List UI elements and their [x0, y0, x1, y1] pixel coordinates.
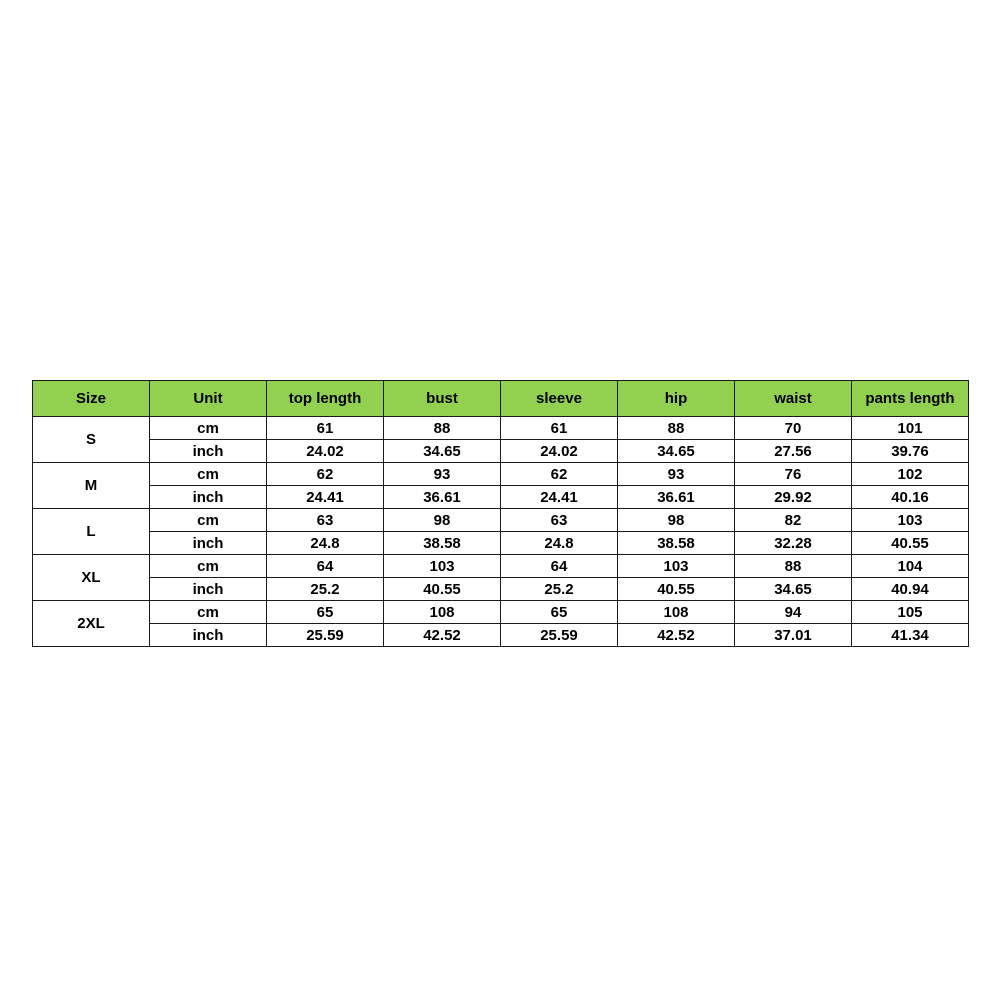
measurement-cell: 65 [267, 601, 384, 624]
header-pants-length: pants length [852, 381, 969, 417]
header-unit: Unit [150, 381, 267, 417]
measurement-cell: 37.01 [735, 624, 852, 647]
table-row [33, 440, 969, 463]
measurement-cell: 105 [852, 601, 969, 624]
measurement-cell: 24.8 [267, 532, 384, 555]
header-row [33, 381, 969, 417]
measurement-cell: 62 [501, 463, 618, 486]
table-row [33, 578, 969, 601]
measurement-cell: 25.59 [267, 624, 384, 647]
measurement-cell: 25.2 [501, 578, 618, 601]
measurement-cell: 102 [852, 463, 969, 486]
table-body [33, 417, 969, 647]
size-label-cell: M [33, 463, 150, 509]
measurement-cell: 40.55 [852, 532, 969, 555]
measurement-cell: 94 [735, 601, 852, 624]
measurement-cell: 101 [852, 417, 969, 440]
table-row [33, 463, 969, 486]
measurement-cell: 103 [852, 509, 969, 532]
unit-cell: cm [150, 509, 267, 532]
measurement-cell: 61 [267, 417, 384, 440]
measurement-cell: 61 [501, 417, 618, 440]
measurement-cell: 40.55 [618, 578, 735, 601]
measurement-cell: 82 [735, 509, 852, 532]
measurement-cell: 29.92 [735, 486, 852, 509]
measurement-cell: 88 [384, 417, 501, 440]
measurement-cell: 36.61 [618, 486, 735, 509]
unit-cell: cm [150, 555, 267, 578]
unit-cell: cm [150, 463, 267, 486]
measurement-cell: 98 [384, 509, 501, 532]
measurement-cell: 93 [618, 463, 735, 486]
table-row [33, 601, 969, 624]
header-hip: hip [618, 381, 735, 417]
measurement-cell: 65 [501, 601, 618, 624]
measurement-cell: 103 [384, 555, 501, 578]
measurement-cell: 36.61 [384, 486, 501, 509]
unit-cell: inch [150, 578, 267, 601]
measurement-cell: 42.52 [618, 624, 735, 647]
measurement-cell: 64 [501, 555, 618, 578]
measurement-cell: 42.52 [384, 624, 501, 647]
measurement-cell: 24.02 [267, 440, 384, 463]
header-top-length: top length [267, 381, 384, 417]
measurement-cell: 88 [735, 555, 852, 578]
measurement-cell: 108 [618, 601, 735, 624]
measurement-cell: 98 [618, 509, 735, 532]
measurement-cell: 27.56 [735, 440, 852, 463]
header-size: Size [33, 381, 150, 417]
measurement-cell: 24.41 [267, 486, 384, 509]
measurement-cell: 93 [384, 463, 501, 486]
measurement-cell: 63 [501, 509, 618, 532]
measurement-cell: 24.41 [501, 486, 618, 509]
table-header [33, 381, 969, 417]
measurement-cell: 25.2 [267, 578, 384, 601]
header-waist: waist [735, 381, 852, 417]
measurement-cell: 108 [384, 601, 501, 624]
table-row [33, 555, 969, 578]
unit-cell: inch [150, 486, 267, 509]
measurement-cell: 40.94 [852, 578, 969, 601]
header-sleeve: sleeve [501, 381, 618, 417]
measurement-cell: 24.02 [501, 440, 618, 463]
table-row [33, 624, 969, 647]
unit-cell: cm [150, 417, 267, 440]
table-row [33, 486, 969, 509]
size-chart-table [32, 380, 969, 647]
measurement-cell: 25.59 [501, 624, 618, 647]
measurement-cell: 24.8 [501, 532, 618, 555]
size-label-cell: L [33, 509, 150, 555]
measurement-cell: 76 [735, 463, 852, 486]
table-row [33, 509, 969, 532]
size-label-cell: XL [33, 555, 150, 601]
measurement-cell: 41.34 [852, 624, 969, 647]
measurement-cell: 34.65 [384, 440, 501, 463]
unit-cell: inch [150, 532, 267, 555]
unit-cell: inch [150, 440, 267, 463]
measurement-cell: 64 [267, 555, 384, 578]
size-label-cell: 2XL [33, 601, 150, 647]
unit-cell: inch [150, 624, 267, 647]
measurement-cell: 34.65 [735, 578, 852, 601]
measurement-cell: 34.65 [618, 440, 735, 463]
measurement-cell: 39.76 [852, 440, 969, 463]
measurement-cell: 62 [267, 463, 384, 486]
table-row [33, 532, 969, 555]
measurement-cell: 40.55 [384, 578, 501, 601]
header-bust: bust [384, 381, 501, 417]
measurement-cell: 63 [267, 509, 384, 532]
measurement-cell: 104 [852, 555, 969, 578]
unit-cell: cm [150, 601, 267, 624]
measurement-cell: 70 [735, 417, 852, 440]
measurement-cell: 32.28 [735, 532, 852, 555]
measurement-cell: 103 [618, 555, 735, 578]
measurement-cell: 38.58 [384, 532, 501, 555]
size-label-cell: S [33, 417, 150, 463]
measurement-cell: 38.58 [618, 532, 735, 555]
measurement-cell: 88 [618, 417, 735, 440]
measurement-cell: 40.16 [852, 486, 969, 509]
table-row [33, 417, 969, 440]
